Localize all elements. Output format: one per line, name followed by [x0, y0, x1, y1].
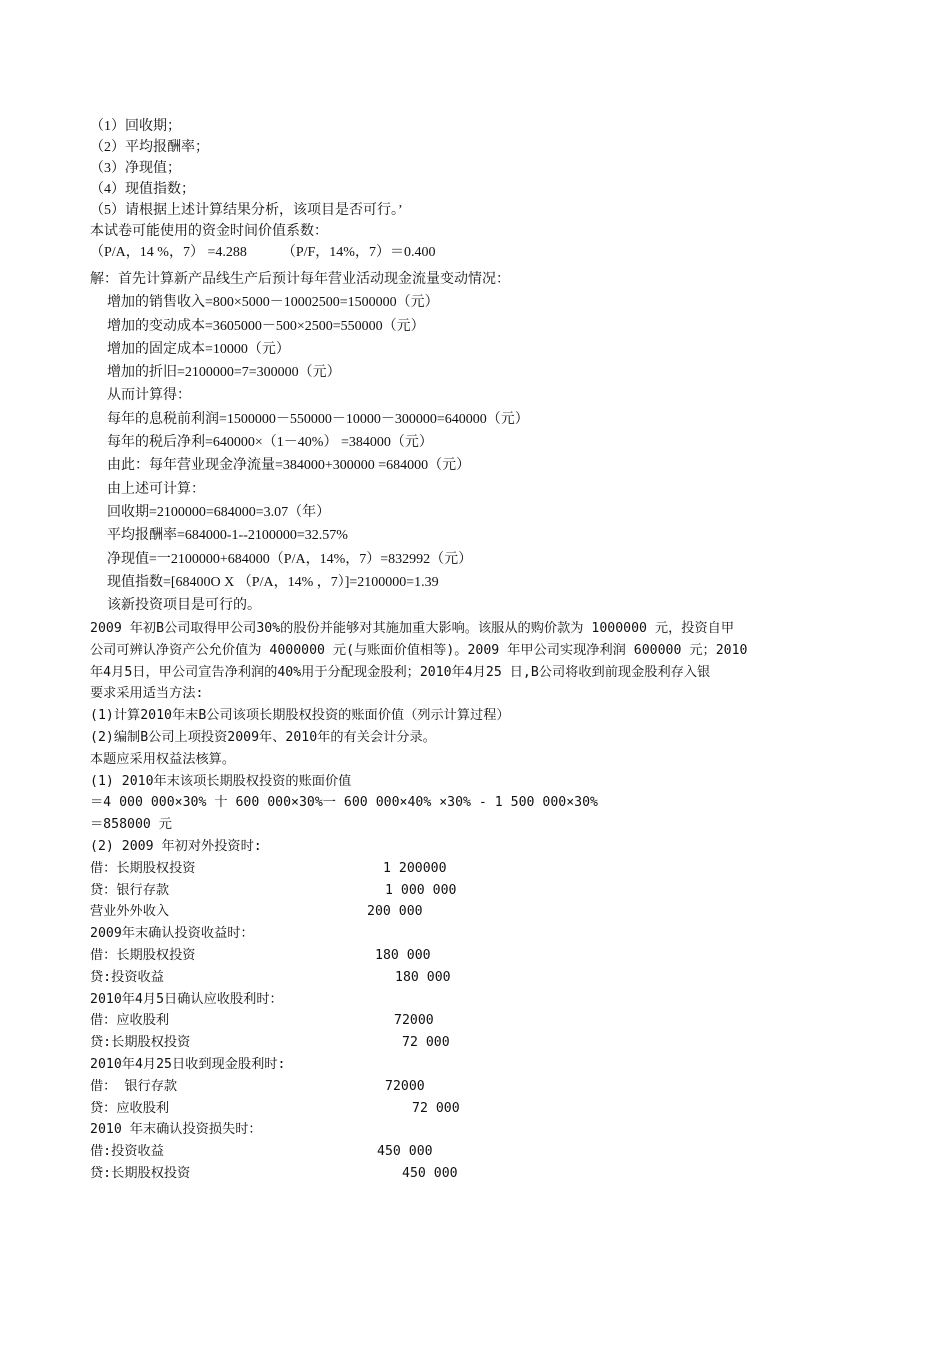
journal-entry-row: [90, 901, 910, 923]
solution-line: 增加的折旧=2100000=7=300000（元）: [107, 365, 341, 381]
solution-line: 回收期=2100000=684000=3.07（年）: [107, 504, 331, 520]
coefficient-intro: 本试卷可能使用的资金时间价值系数：: [90, 224, 328, 239]
journal-entry-amount: 450 000: [402, 1165, 458, 1181]
solution-line: 净现值=一2100000+684000（P/A，14%，7）=832992（元）: [107, 551, 473, 567]
solution-line: 由此：每年营业现金净流量=384000+300000 =684000（元）: [107, 458, 471, 474]
journal-entry-heading: [90, 923, 910, 945]
question-item: （4）现值指数；: [90, 182, 195, 197]
question-item: （3）净现值；: [90, 161, 181, 176]
journal-entry-amount: 72000: [394, 1013, 434, 1029]
solution-line: 每年的税后净利=640000×（1－40%） =384000（元）: [107, 435, 433, 451]
case-text-line: 本题应采用权益法核算。: [90, 751, 236, 767]
solution-line: 每年的息税前利润=1500000－550000－10000－300000=640000（元）: [107, 411, 529, 427]
journal-entry-amount: 72000: [385, 1078, 425, 1094]
journal-entry-amount: 200 000: [367, 904, 423, 920]
equity-method-case: [90, 618, 910, 1185]
case-text-line: 年4月5日，甲公司宣告净利润的40%用于分配现金股利；2010年4月25 日,B公司将收到前现金股利存入银: [90, 664, 711, 680]
case-text-line: 公司可辨认净资产公允价值为 4000000 元(与账面价值相等)。2009 年甲公司实现净利润 600000 元；2010: [90, 642, 748, 658]
journal-entries: [90, 858, 910, 1185]
case-text-line: (1) 2010年末该项长期股权投资的账面价值: [90, 773, 352, 789]
journal-entry-amount: 72 000: [412, 1100, 460, 1116]
journal-entry-account: 贷:投资收益: [90, 969, 164, 985]
coefficient-values: （P/A，14 %，7） =4.288 （P/F，14%，7）＝0.400: [90, 245, 436, 260]
journal-entry-heading: [90, 1119, 910, 1141]
case-text-line: ＝4 000 000×30% 十 600 000×30%一 600 000×40% ×30% - 1 500 000×30%: [90, 795, 598, 811]
journal-entry-amount: 1 000 000: [385, 882, 457, 898]
journal-entry-row: [90, 880, 910, 902]
journal-entry-row: [90, 1141, 910, 1163]
journal-entry-row: [90, 1076, 910, 1098]
journal-entry-account: 贷：银行存款: [90, 882, 170, 898]
journal-entry-amount: 180 000: [395, 969, 451, 985]
solution-line: 增加的销售收入=800×5000－10002500=1500000（元）: [107, 295, 439, 311]
solution-block: [90, 268, 529, 617]
journal-entry-account: 借：长期股权投资: [90, 947, 196, 963]
solution-line: 由上述可计算：: [107, 481, 205, 497]
journal-entry-amount: 180 000: [375, 947, 431, 963]
solution-line: 该新投资项目是可行的。: [107, 598, 261, 614]
journal-entry-account: 借： 银行存款: [90, 1078, 178, 1094]
journal-entry-amount: 1 200000: [383, 860, 447, 876]
solution-heading: 解：首先计算新产品线生产后预计每年营业活动现金流量变动情况：: [90, 272, 510, 287]
case-text-line: (2) 2009 年初对外投资时:: [90, 838, 262, 854]
journal-entry-amount: 72 000: [402, 1035, 450, 1051]
journal-entry-account: 2010年4月25日收到现金股利时:: [90, 1056, 286, 1072]
journal-entry-row: [90, 945, 910, 967]
solution-line: 平均报酬率=684000-1--2100000=32.57%: [107, 528, 348, 544]
journal-entry-row: [90, 858, 910, 880]
case-text-line: 要求采用适当方法:: [90, 686, 204, 702]
case-text-line: ＝858000 元: [90, 817, 172, 833]
question-item: （5）请根据上述计算结果分析，该项目是否可行。’: [90, 203, 403, 218]
journal-entry-account: 营业外外收入: [90, 904, 170, 920]
question-list: [90, 116, 435, 263]
solution-line: 从而计算得：: [107, 388, 191, 404]
solution-line: 增加的变动成本=3605000－500×2500=550000（元）: [107, 318, 425, 334]
question-item: （1）回收期；: [90, 119, 181, 134]
question-item: （2）平均报酬率；: [90, 140, 209, 155]
journal-entry-account: 借:投资收益: [90, 1144, 164, 1160]
journal-entry-account: 2010 年末确认投资损失时：: [90, 1122, 262, 1138]
journal-entry-account: 贷:长期股权投资: [90, 1035, 191, 1051]
journal-entry-account: 2009年末确认投资收益时：: [90, 926, 254, 942]
journal-entry-account: 借：应收股利: [90, 1013, 170, 1029]
journal-entry-row: [90, 1163, 910, 1185]
solution-line: 增加的固定成本=10000（元）: [107, 341, 290, 357]
journal-entry-row: [90, 1010, 910, 1032]
journal-entry-row: [90, 1098, 910, 1120]
case-text-line: 2009 年初B公司取得甲公司30%的股份并能够对其施加重大影响。该服从的购价款为 1000000 元，投资自甲: [90, 621, 735, 636]
case-text-line: (1)计算2010年末B公司该项长期股权投资的账面价值（列示计算过程）: [90, 708, 510, 724]
case-text-line: (2)编制B公司上项投资2009年、2010年的有关会计分录。: [90, 729, 436, 745]
journal-entry-account: 借：长期股权投资: [90, 860, 196, 876]
solution-line: 现值指数=[68400O X （P/A，14% ，7）]=2100000=1.39: [107, 574, 439, 590]
journal-entry-account: 贷:长期股权投资: [90, 1165, 191, 1181]
journal-entry-amount: 450 000: [377, 1144, 433, 1160]
journal-entry-row: [90, 967, 910, 989]
journal-entry-row: [90, 1032, 910, 1054]
journal-entry-heading: [90, 1054, 910, 1076]
journal-entry-account: 贷：应收股利: [90, 1100, 170, 1116]
journal-entry-heading: [90, 989, 910, 1011]
journal-entry-account: 2010年4月5日确认应收股利时：: [90, 991, 283, 1007]
